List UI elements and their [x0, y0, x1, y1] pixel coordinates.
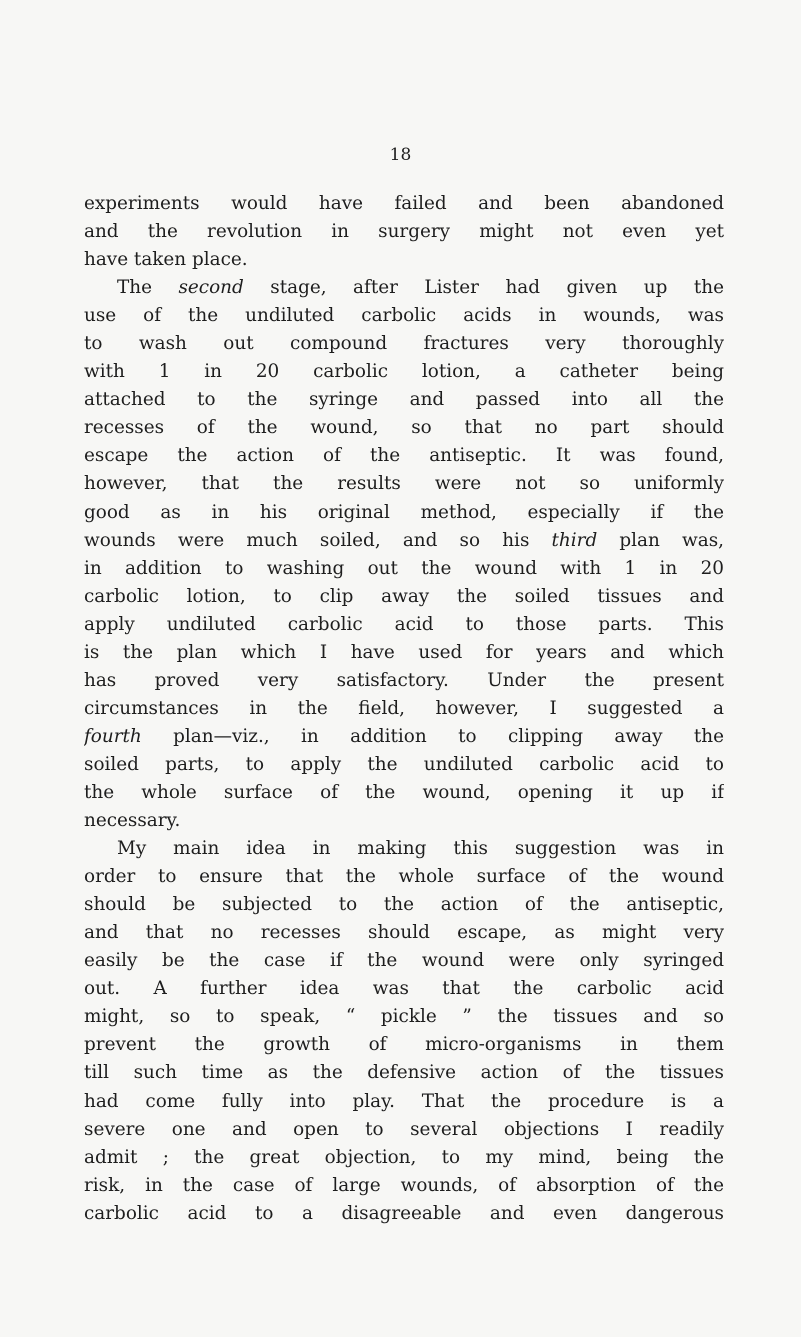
- text-line: in addition to washing out the wound with 1 in 20: [84, 557, 724, 579]
- text-line: necessary.: [84, 810, 181, 832]
- text-line: [84, 527, 724, 555]
- text-line: and that no recesses should escape, as might very: [84, 922, 724, 944]
- text-line: is the plan which I have used for years and which: [84, 641, 724, 663]
- text-line: till such time as the defensive action of the tissues: [84, 1062, 724, 1084]
- text-line: [84, 274, 724, 302]
- text-line: risk, in the case of large wounds, of absorption of the: [84, 1174, 724, 1196]
- body-text: [84, 190, 724, 1228]
- text-line: out. A further idea was that the carbolic acid: [84, 978, 724, 1000]
- text-line: carbolic acid to a disagreeable and even dangerous: [84, 1202, 724, 1224]
- page-number: 18: [389, 145, 412, 165]
- text-line: have taken place.: [84, 249, 248, 271]
- text-line: had come fully into play. That the procedure is a: [84, 1090, 724, 1112]
- text-line: soiled parts, to apply the undiluted carbolic acid to: [84, 753, 724, 775]
- text-line: escape the action of the antiseptic. It was found,: [84, 445, 724, 467]
- emphasis-third: third: [551, 529, 598, 551]
- text-line: admit ; the great objection, to my mind, being the: [84, 1146, 724, 1168]
- text-segment: The: [117, 277, 179, 299]
- text-segment: stage, after Lister had given up the: [243, 277, 724, 299]
- text-line: apply undiluted carbolic acid to those parts. This: [84, 613, 724, 635]
- text-line: easily be the case if the wound were only syringed: [84, 950, 724, 972]
- text-line: use of the undiluted carbolic acids in wounds, was: [84, 305, 724, 327]
- text-segment: wounds were much soiled, and so his: [84, 529, 552, 551]
- text-segment: plan—viz., in addition to clipping away the: [141, 725, 724, 747]
- text-line: however, that the results were not so uniformly: [84, 473, 724, 495]
- text-line: with 1 in 20 carbolic lotion, a catheter being: [84, 361, 724, 383]
- text-line: carbolic lotion, to clip away the soiled tissues and: [84, 585, 724, 607]
- text-line: and the revolution in surgery might not even yet: [84, 221, 724, 243]
- text-line: experiments would have failed and been abandoned: [84, 193, 724, 214]
- text-line: has proved very satisfactory. Under the present: [84, 669, 724, 691]
- text-line: might, so to speak, “ pickle ” the tissues and so: [84, 1006, 724, 1028]
- text-segment: plan was,: [597, 529, 724, 551]
- text-line: to wash out compound fractures very thoroughly: [84, 333, 724, 355]
- text-line: attached to the syringe and passed into all the: [84, 389, 724, 411]
- text-line: [84, 723, 724, 751]
- emphasis-second: second: [178, 277, 244, 299]
- text-line: My main idea in making this suggestion was in: [117, 838, 724, 860]
- text-line: severe one and open to several objections I readily: [84, 1118, 724, 1140]
- text-line: should be subjected to the action of the antiseptic,: [84, 894, 724, 916]
- text-line: recesses of the wound, so that no part should: [84, 417, 724, 439]
- emphasis-fourth: fourth: [84, 725, 142, 747]
- text-line: the whole surface of the wound, opening it up if: [84, 781, 724, 803]
- text-line: order to ensure that the whole surface of the wound: [84, 866, 724, 888]
- text-line: prevent the growth of micro-organisms in them: [84, 1034, 724, 1056]
- text-line: circumstances in the field, however, I suggested a: [84, 697, 724, 719]
- text-line: good as in his original method, especially if the: [84, 501, 724, 523]
